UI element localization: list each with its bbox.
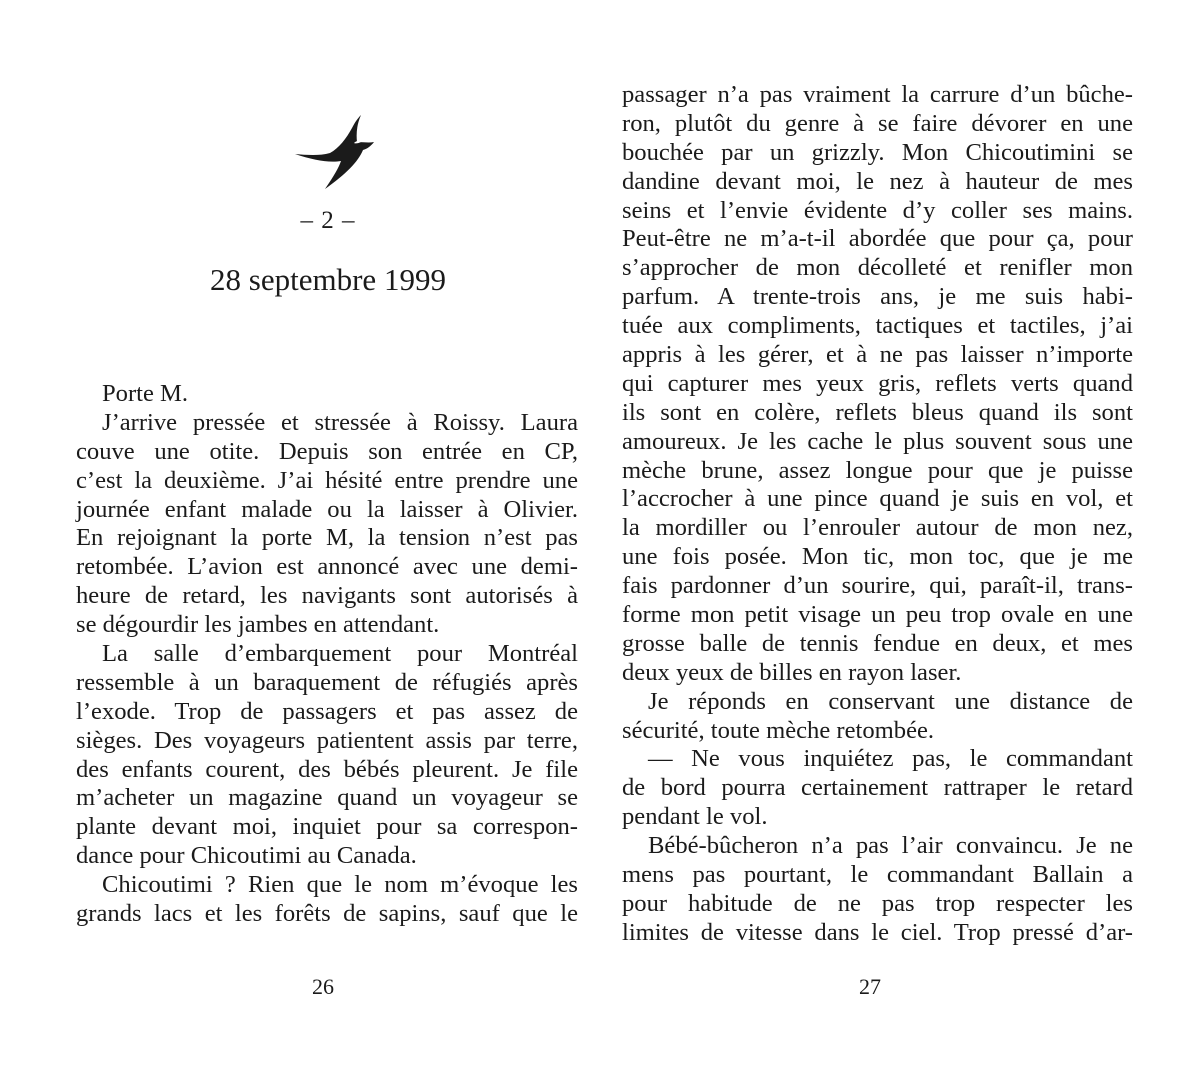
chapter-number: – 2 – [300,207,356,234]
text-line: Je réponds en conservant une distance de [648,687,1133,715]
text-line: Bébé-bûcheron n’a pas l’air convaincu. Je ne [648,832,1133,860]
text-line: dandine devant moi, le nez à hauteur de mes [622,167,1133,195]
text-line: grands lacs et les forêts de sapins, sauf que le [76,900,578,928]
text-line: mèche brune, assez longue pour que je puisse [622,456,1133,484]
text-line: seins et l’envie évidente d’y coller ses mains. [622,196,1133,224]
text-line: pour habitude de ne pas trop respecter les [622,889,1133,917]
text-line: limites de vitesse dans le ciel. Trop pressé d’ar- [622,918,1133,946]
page-number-right: 27 [859,974,881,999]
left-body-text [76,380,578,929]
text-line: qui capturer mes yeux gris, reflets verts quand [622,369,1133,397]
text-line: couve une otite. Depuis son entrée en CP, [76,437,578,465]
text-line: m’acheter un magazine quand un voyageur se [76,784,578,812]
swallow-icon [293,115,375,190]
text-line: dance pour Chicoutimi au Canada. [76,842,417,870]
text-line: ron, plutôt du genre à se faire dévorer en une [622,109,1133,137]
text-line: bouchée par un grizzly. Mon Chicoutimini se [622,138,1133,166]
right-body-text [622,81,1133,948]
text-line: la mordiller ou l’enrouler autour de mon nez, [622,514,1133,542]
text-line: tuée aux compliments, tactiques et tactiles, j’ai [622,312,1133,340]
text-line: ils sont en colère, reflets bleus quand ils sont [622,398,1133,426]
text-line: fais pardonner d’un sourire, qui, paraît-il, trans- [622,572,1133,600]
chapter-date: 28 septembre 1999 [210,262,446,297]
text-line: journée enfant malade ou la laisser à Olivier. [76,495,578,523]
text-line: Chicoutimi ? Rien que le nom m’évoque les [102,871,578,899]
page-number-left: 26 [312,974,334,999]
text-line: c’est la deuxième. J’ai hésité entre prendre une [76,466,578,494]
text-line: ressemble à un baraquement de réfugiés après [76,668,578,696]
text-line: se dégourdir les jambes en attendant. [76,611,440,639]
text-line: l’exode. Trop de passagers et pas assez de [76,697,578,725]
text-line: amoureux. Je les cache le plus souvent sous une [622,427,1133,455]
text-line: parfum. A trente-trois ans, je me suis habi- [622,283,1133,311]
text-line: — Ne vous inquiétez pas, le commandant [648,745,1133,773]
text-line: une fois posée. Mon tic, mon toc, que je me [622,543,1133,571]
text-line: retombée. L’avion est annoncé avec une demi- [76,553,578,581]
text-line: heure de retard, les navigants sont autorisés à [76,582,578,610]
text-line: plante devant moi, inquiet pour sa correspon- [76,813,578,841]
text-line: En rejoignant la porte M, la tension n’est pas [76,524,578,552]
text-line: de bord pourra certainement rattraper le retard [622,774,1133,802]
text-line: Peut-être ne m’a-t-il abordée que pour ça, pour [622,225,1133,253]
text-line: grosse balle de tennis fendue en deux, et mes [622,629,1133,657]
left-page [0,0,592,1080]
text-line: appris à les gérer, et à ne pas laisser n’importe [622,341,1133,369]
text-line: passager n’a pas vraiment la carrure d’un bûche- [622,81,1133,108]
text-line: sécurité, toute mèche retombée. [622,716,935,744]
right-page [592,0,1185,1080]
text-line: J’arrive pressée et stressée à Roissy. Laura [102,408,578,436]
text-line: deux yeux de billes en rayon laser. [622,658,962,686]
text-line: forme mon petit visage un peu trop ovale en une [622,601,1133,629]
text-line: l’accrocher à une pince quand je suis en vol, et [622,485,1133,513]
text-line: pendant le vol. [622,803,768,831]
text-line: Porte M. [102,380,189,407]
text-line: La salle d’embarquement pour Montréal [102,640,578,668]
text-line: des enfants courent, des bébés pleurent. Je file [76,755,578,783]
text-line: mens pas pourtant, le commandant Ballain a [622,861,1133,889]
text-line: s’approcher de mon décolleté et renifler mon [622,254,1133,282]
text-line: sièges. Des voyageurs patientent assis par terre, [76,726,578,754]
